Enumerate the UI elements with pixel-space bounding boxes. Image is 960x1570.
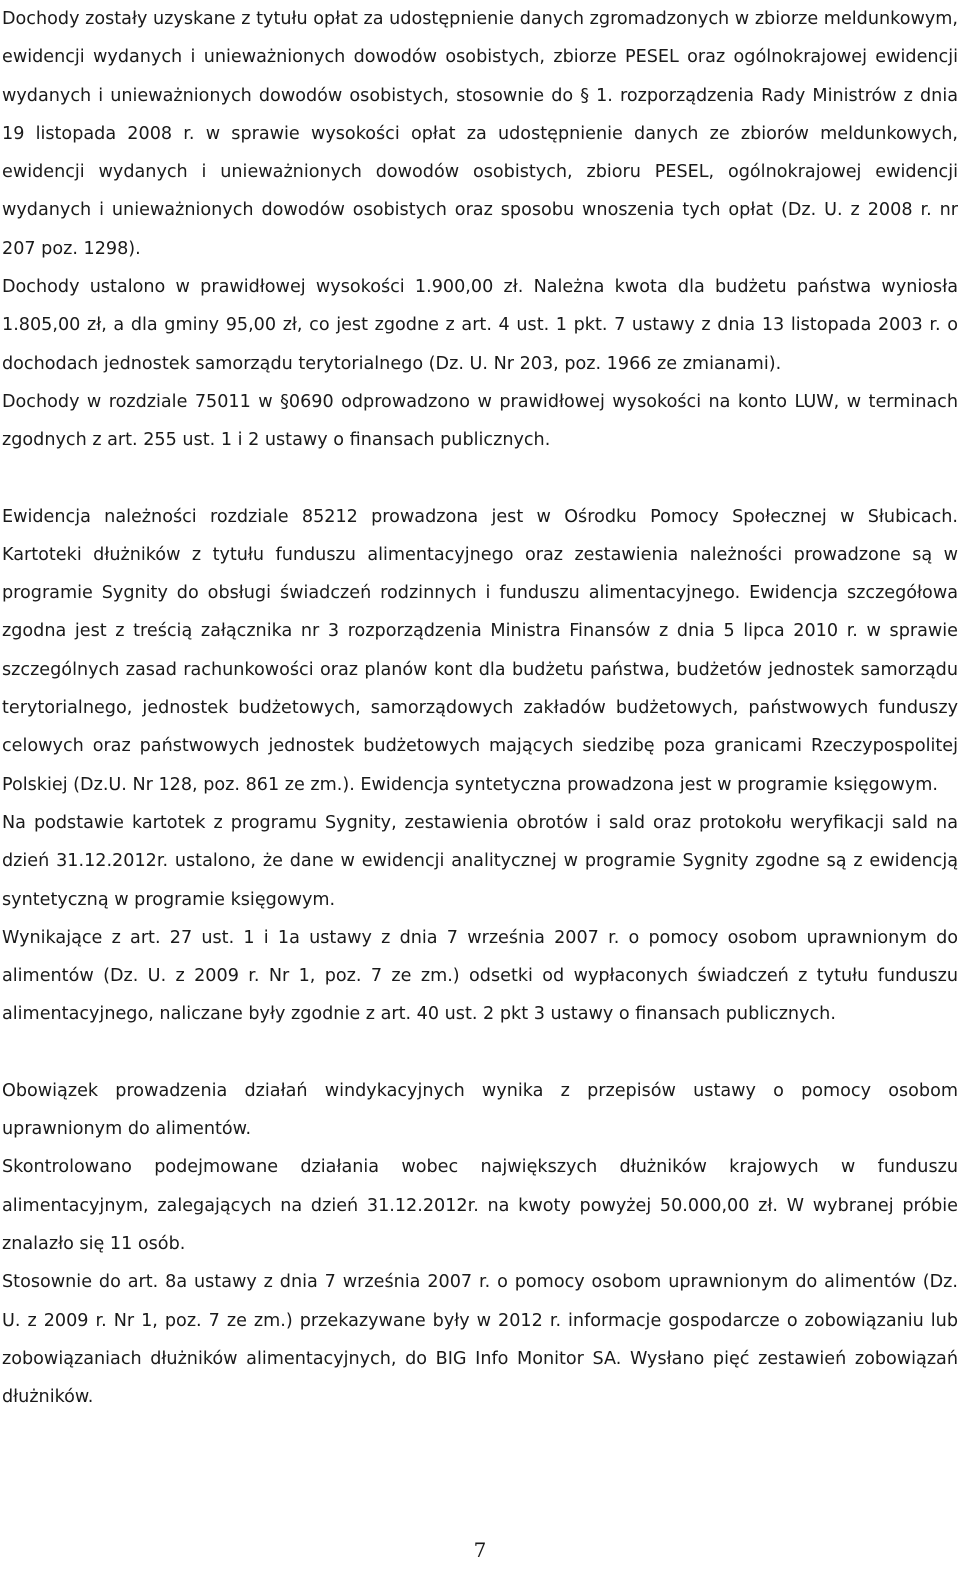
section-gap — [2, 1034, 958, 1072]
paragraph-debt-collection-duty: Obowiązek prowadzenia działań windykacyjnych wynika z przepisów ustawy o pomocy osobom uprawnionym do alimentów. — [2, 1080, 958, 1140]
paragraph-receivables-records: Ewidencja należności rozdziale 85212 prowadzona jest w Ośrodku Pomocy Społecznej w Słubicach. Kartoteki dłużników z tytułu funduszu alimentacyjnego oraz zestawienia należności prowadzone są w programie Sygnity do obsługi świadczeń rodzinnych i funduszu alimentacyjnego. Ewidencja szczegółowa zgodna jest z treścią załącznika nr 3 rozporządzenia Ministra Finansów z dnia 5 lipca 2010 r. w sprawie szczególnych zasad rachunkowości oraz planów kont dla budżetu państwa, budżetów jednostek samorządu terytorialnego, jednostek budżetowych, samorządowych zakładów budżetowych, państwowych funduszy celowych oraz państwowych jednostek budżetowych mających siedzibę poza granicami Rzeczypospolitej Polskiej (Dz.U. Nr 128, poz. 861 ze zm.). Ewidencja syntetyczna prowadzona jest w programie księgowym. — [2, 506, 958, 795]
paragraph-fees-pesel: Dochody zostały uzyskane z tytułu opłat za udostępnienie danych zgromadzonych w zbiorze meldunkowym, ewidencji wydanych i unieważnionych dowodów osobistych, zbiorze PESEL oraz ogólnokrajowej ewidencji wydanych i unieważnionych dowodów osobistych, stosownie do § 1. rozporządzenia Rady Ministrów z dnia 19 listopada 2008 r. w sprawie wysokości opłat za udostępnienie danych ze zbiorów meldunkowych, ewidencji wydanych i unieważnionych dowodów osobistych, zbioru PESEL, ogólnokrajowej ewidencji wydanych i unieważnionych dowodów osobistych oraz sposobu wnoszenia tych opłat (Dz. U. z 2008 r. nr 207 poz. 1298). — [2, 9, 958, 259]
page-number: 7 — [473, 1538, 487, 1562]
paragraph-interest: Wynikające z art. 27 ust. 1 i 1a ustawy z dnia 7 września 2007 r. o pomocy osobom uprawnionym do alimentów (Dz. U. z 2009 r. Nr 1, poz. 7 ze zm.) odsetki od wypłaconych świadczeń z tytułu funduszu alimentacyjnego, naliczane były zgodnie z art. 40 ust. 2 pkt 3 ustawy o finansach publicznych. — [2, 927, 958, 1025]
paragraph-largest-debtors: Skontrolowano podejmowane działania wobec największych dłużników krajowych w funduszu alimentacyjnym, zalegających na dzień 31.12.2012r. na kwoty powyżej 50.000,00 zł. W wybranej próbie znalazło się 11 osób. — [2, 1157, 958, 1254]
document-body — [2, 0, 958, 1416]
paragraph-income-transfer: Dochody w rozdziale 75011 w §0690 odprowadzono w prawidłowej wysokości na konto LUW, w terminach zgodnych z art. 255 ust. 1 i 2 ustawy o finansach publicznych. — [2, 391, 958, 451]
paragraph-income-amount: Dochody ustalono w prawidłowej wysokości 1.900,00 zł. Należna kwota dla budżetu państwa wyniosła 1.805,00 zł, a dla gminy 95,00 zł, co jest zgodne z art. 4 ust. 1 pkt. 7 ustawy z dnia 13 listopada 2003 r. o dochodach jednostek samorządu terytorialnego (Dz. U. Nr 203, poz. 1966 ze zmianami). — [2, 277, 958, 374]
paragraph-big-info-monitor: Stosownie do art. 8a ustawy z dnia 7 września 2007 r. o pomocy osobom uprawnionym do alimentów (Dz. U. z 2009 r. Nr 1, poz. 7 ze zm.) przekazywane były w 2012 r. informacje gospodarcze o zobowiązaniu lub zobowiązaniach dłużników alimentacyjnych, do BIG Info Monitor SA. Wysłano pięć zestawień zobowiązań dłużników. — [2, 1272, 958, 1408]
paragraph-sygnity-verification: Na podstawie kartotek z programu Sygnity, zestawienia obrotów i sald oraz protokołu weryfikacji sald na dzień 31.12.2012r. ustalono, że dane w ewidencji analitycznej w programie Sygnity zgodne są z ewidencją syntetyczną w programie księgowym. — [2, 812, 958, 910]
section-gap — [2, 460, 958, 498]
